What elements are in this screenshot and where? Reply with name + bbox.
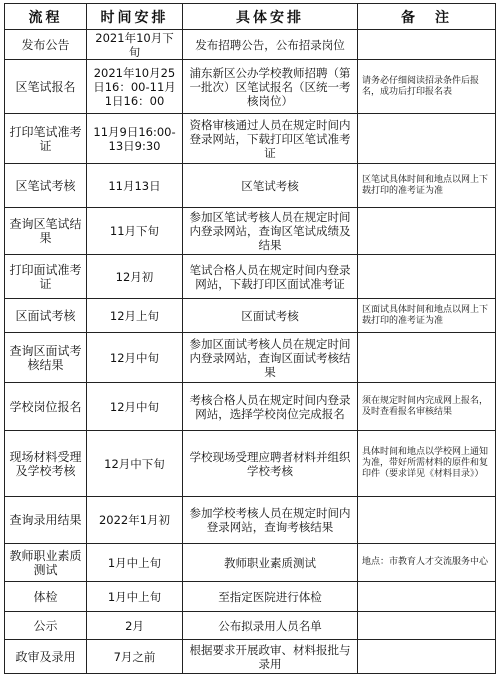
time-cell: 11月下旬 — [87, 208, 183, 255]
table-row — [5, 431, 496, 497]
time-cell: 11月9日16:00-13日9:30 — [87, 114, 183, 164]
table-row — [5, 299, 496, 333]
table-row — [5, 612, 496, 640]
note-cell: 区笔试具体时间和地点以网上下载打印的准考证为准 — [358, 164, 496, 208]
table-row — [5, 114, 496, 164]
note-cell: 具体时间和地点以学校网上通知为准，带好所需材料的原件和复印件（要求详见《材料目录》） — [358, 431, 496, 497]
note-cell — [358, 208, 496, 255]
process-cell: 打印面试准考证 — [5, 255, 87, 299]
note-cell — [358, 30, 496, 60]
note-cell: 区面试具体时间和地点以网上下载打印的准考证为准 — [358, 299, 496, 333]
time-cell: 1月中上旬 — [87, 544, 183, 582]
process-cell: 区面试考核 — [5, 299, 87, 333]
time-cell: 11月13日 — [87, 164, 183, 208]
time-cell: 12月中下旬 — [87, 431, 183, 497]
detail-cell: 教师职业素质测试 — [183, 544, 358, 582]
time-cell: 2021年10月25日16：00-11月1日16：00 — [87, 60, 183, 114]
note-cell: 请务必仔细阅读招录条件后报名，成功后打印报名表 — [358, 60, 496, 114]
header-detail: 具体安排 — [183, 4, 358, 30]
detail-cell: 参加学校考核人员在规定时间内登录网站，查询考核结果 — [183, 497, 358, 544]
note-cell — [358, 255, 496, 299]
table-row — [5, 497, 496, 544]
table-row — [5, 383, 496, 431]
note-cell: 须在规定时间内完成网上报名，及时查看报名审核结果 — [358, 383, 496, 431]
table-row — [5, 164, 496, 208]
time-cell: 12月初 — [87, 255, 183, 299]
detail-cell: 学校现场受理应聘者材料并组织学校考核 — [183, 431, 358, 497]
table-row — [5, 208, 496, 255]
process-cell: 查询录用结果 — [5, 497, 87, 544]
detail-cell: 根据要求开展政审、材料报批与录用 — [183, 640, 358, 674]
time-cell: 12月上旬 — [87, 299, 183, 333]
note-cell — [358, 640, 496, 674]
note-cell — [358, 333, 496, 383]
detail-cell: 至指定医院进行体检 — [183, 582, 358, 612]
table-row — [5, 544, 496, 582]
note-cell — [358, 582, 496, 612]
detail-cell: 发布招聘公告，公布招录岗位 — [183, 30, 358, 60]
table-row — [5, 255, 496, 299]
note-cell: 地点：市教育人才交流服务中心 — [358, 544, 496, 582]
note-cell — [358, 114, 496, 164]
detail-cell: 参加区面试考核人员在规定时间内登录网站，查询区面试考核结果 — [183, 333, 358, 383]
process-cell: 教师职业素质测试 — [5, 544, 87, 582]
process-cell: 区笔试报名 — [5, 60, 87, 114]
table-row — [5, 30, 496, 60]
detail-cell: 浦东新区公办学校教师招聘（第一批次）区笔试报名（区统一考核岗位） — [183, 60, 358, 114]
note-cell — [358, 612, 496, 640]
header-process: 流程 — [5, 4, 87, 30]
table-row — [5, 60, 496, 114]
process-cell: 体检 — [5, 582, 87, 612]
detail-cell: 区笔试考核 — [183, 164, 358, 208]
header-note: 备 注 — [358, 4, 496, 30]
detail-cell: 笔试合格人员在规定时间内登录网站，下载打印区面试准考证 — [183, 255, 358, 299]
time-cell: 1月中上旬 — [87, 582, 183, 612]
table-row — [5, 582, 496, 612]
process-cell: 学校岗位报名 — [5, 383, 87, 431]
process-cell: 政审及录用 — [5, 640, 87, 674]
time-cell: 12月中旬 — [87, 383, 183, 431]
header-time: 时间安排 — [87, 4, 183, 30]
process-cell: 公示 — [5, 612, 87, 640]
time-cell: 2月 — [87, 612, 183, 640]
header-row — [5, 4, 496, 30]
time-cell: 12月中旬 — [87, 333, 183, 383]
detail-cell: 考核合格人员在规定时间内登录网站，选择学校岗位完成报名 — [183, 383, 358, 431]
process-cell: 发布公告 — [5, 30, 87, 60]
detail-cell: 区面试考核 — [183, 299, 358, 333]
schedule-table — [4, 3, 496, 674]
process-cell: 现场材料受理及学校考核 — [5, 431, 87, 497]
detail-cell: 资格审核通过人员在规定时间内登录网站，下载打印区笔试准考证 — [183, 114, 358, 164]
detail-cell: 参加区笔试考核人员在规定时间内登录网站，查询区笔试成绩及结果 — [183, 208, 358, 255]
note-cell — [358, 497, 496, 544]
process-cell: 打印笔试准考证 — [5, 114, 87, 164]
process-cell: 查询区笔试结果 — [5, 208, 87, 255]
process-cell: 查询区面试考核结果 — [5, 333, 87, 383]
time-cell: 7月之前 — [87, 640, 183, 674]
table-row — [5, 333, 496, 383]
time-cell: 2021年10月下旬 — [87, 30, 183, 60]
detail-cell: 公布拟录用人员名单 — [183, 612, 358, 640]
process-cell: 区笔试考核 — [5, 164, 87, 208]
table-row — [5, 640, 496, 674]
time-cell: 2022年1月初 — [87, 497, 183, 544]
